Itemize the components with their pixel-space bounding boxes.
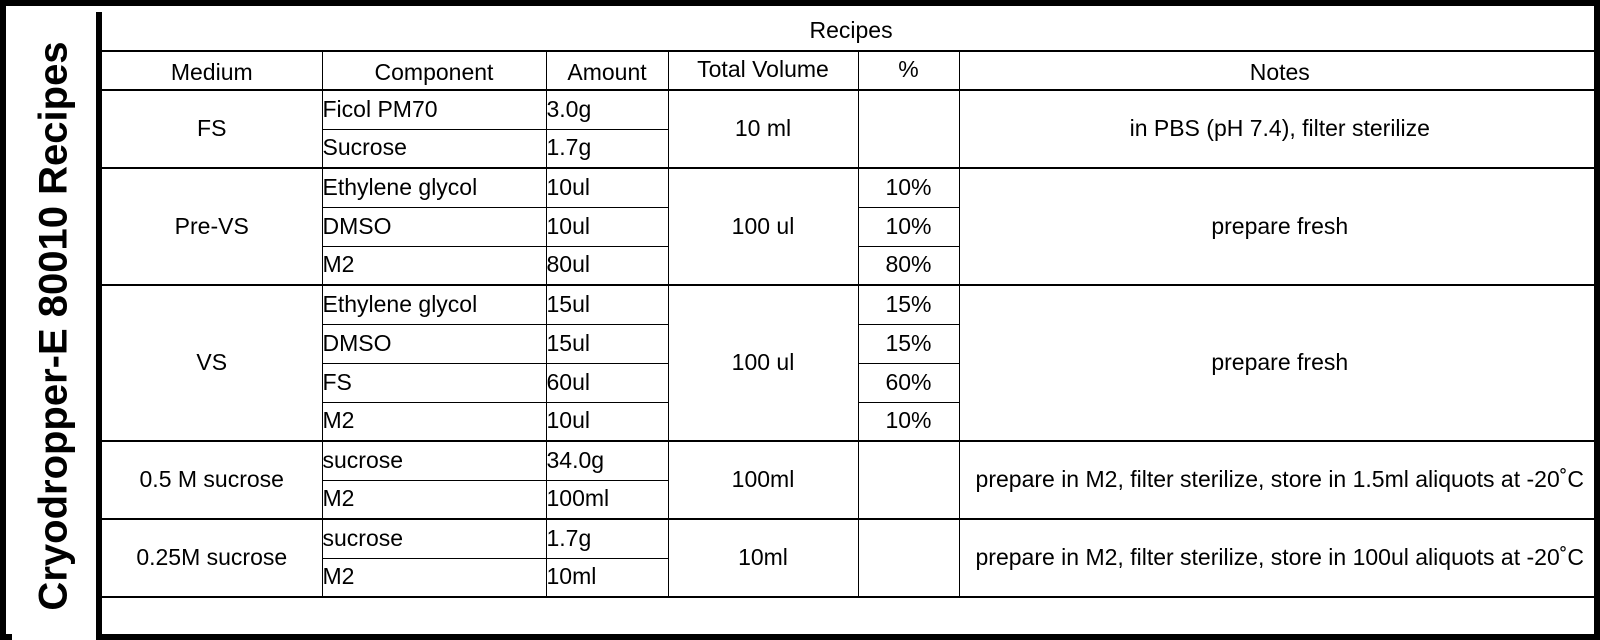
amount-cell: 10ul xyxy=(546,168,668,207)
percent-cell: 80% xyxy=(858,246,959,285)
table-title-row xyxy=(102,12,1600,51)
table-row xyxy=(102,168,1600,207)
total-volume-cell: 100 ul xyxy=(668,285,858,441)
medium-cell: Pre-VS xyxy=(102,168,322,285)
header-component: Component xyxy=(322,51,546,90)
amount-cell: 1.7g xyxy=(546,129,668,168)
header-row xyxy=(102,51,1600,90)
component-cell: FS xyxy=(322,363,546,402)
percent-cell xyxy=(858,441,959,519)
table-row xyxy=(102,441,1600,480)
percent-cell: 10% xyxy=(858,207,959,246)
header-notes: Notes xyxy=(959,51,1600,90)
side-title-panel xyxy=(12,12,102,640)
notes-cell: prepare fresh xyxy=(959,285,1600,441)
header-amount: Amount xyxy=(546,51,668,90)
component-cell: M2 xyxy=(322,480,546,519)
percent-cell: 10% xyxy=(858,402,959,441)
medium-cell: 0.25M sucrose xyxy=(102,519,322,597)
amount-cell: 1.7g xyxy=(546,519,668,558)
table-row xyxy=(102,90,1600,129)
amount-cell: 34.0g xyxy=(546,441,668,480)
recipes-table xyxy=(102,12,1600,598)
total-volume-cell: 10ml xyxy=(668,519,858,597)
component-cell: sucrose xyxy=(322,441,546,480)
total-volume-cell: 100ml xyxy=(668,441,858,519)
component-cell: Ethylene glycol xyxy=(322,285,546,324)
medium-cell: FS xyxy=(102,90,322,168)
percent-cell: 10% xyxy=(858,168,959,207)
table-row xyxy=(102,519,1600,558)
amount-cell: 3.0g xyxy=(546,90,668,129)
component-cell: DMSO xyxy=(322,324,546,363)
percent-cell xyxy=(858,519,959,597)
amount-cell: 10ul xyxy=(546,207,668,246)
component-cell: Ficol PM70 xyxy=(322,90,546,129)
recipes-table-wrap xyxy=(102,12,1600,604)
percent-cell: 60% xyxy=(858,363,959,402)
header-total-volume: Total Volume xyxy=(668,51,858,90)
amount-cell: 10ml xyxy=(546,558,668,597)
component-cell: M2 xyxy=(322,558,546,597)
total-volume-cell: 100 ul xyxy=(668,168,858,285)
header-medium: Medium xyxy=(102,51,322,90)
component-cell: Ethylene glycol xyxy=(322,168,546,207)
medium-cell: 0.5 M sucrose xyxy=(102,441,322,519)
amount-cell: 100ml xyxy=(546,480,668,519)
notes-cell: prepare in M2, filter sterilize, store in 100ul aliquots at -20˚C xyxy=(959,519,1600,597)
side-title: Cryodropper-E 80010 Recipes xyxy=(31,41,76,611)
table-title: Recipes xyxy=(102,12,1600,51)
notes-cell: prepare in M2, filter sterilize, store in 1.5ml aliquots at -20˚C xyxy=(959,441,1600,519)
amount-cell: 10ul xyxy=(546,402,668,441)
notes-cell: in PBS (pH 7.4), filter sterilize xyxy=(959,90,1600,168)
component-cell: M2 xyxy=(322,246,546,285)
component-cell: M2 xyxy=(322,402,546,441)
component-cell: Sucrose xyxy=(322,129,546,168)
medium-cell: VS xyxy=(102,285,322,441)
component-cell: DMSO xyxy=(322,207,546,246)
amount-cell: 60ul xyxy=(546,363,668,402)
header-percent: % xyxy=(858,51,959,90)
percent-cell xyxy=(858,90,959,168)
percent-cell: 15% xyxy=(858,324,959,363)
table-row xyxy=(102,285,1600,324)
amount-cell: 80ul xyxy=(546,246,668,285)
percent-cell: 15% xyxy=(858,285,959,324)
notes-cell: prepare fresh xyxy=(959,168,1600,285)
amount-cell: 15ul xyxy=(546,324,668,363)
amount-cell: 15ul xyxy=(546,285,668,324)
component-cell: sucrose xyxy=(322,519,546,558)
total-volume-cell: 10 ml xyxy=(668,90,858,168)
